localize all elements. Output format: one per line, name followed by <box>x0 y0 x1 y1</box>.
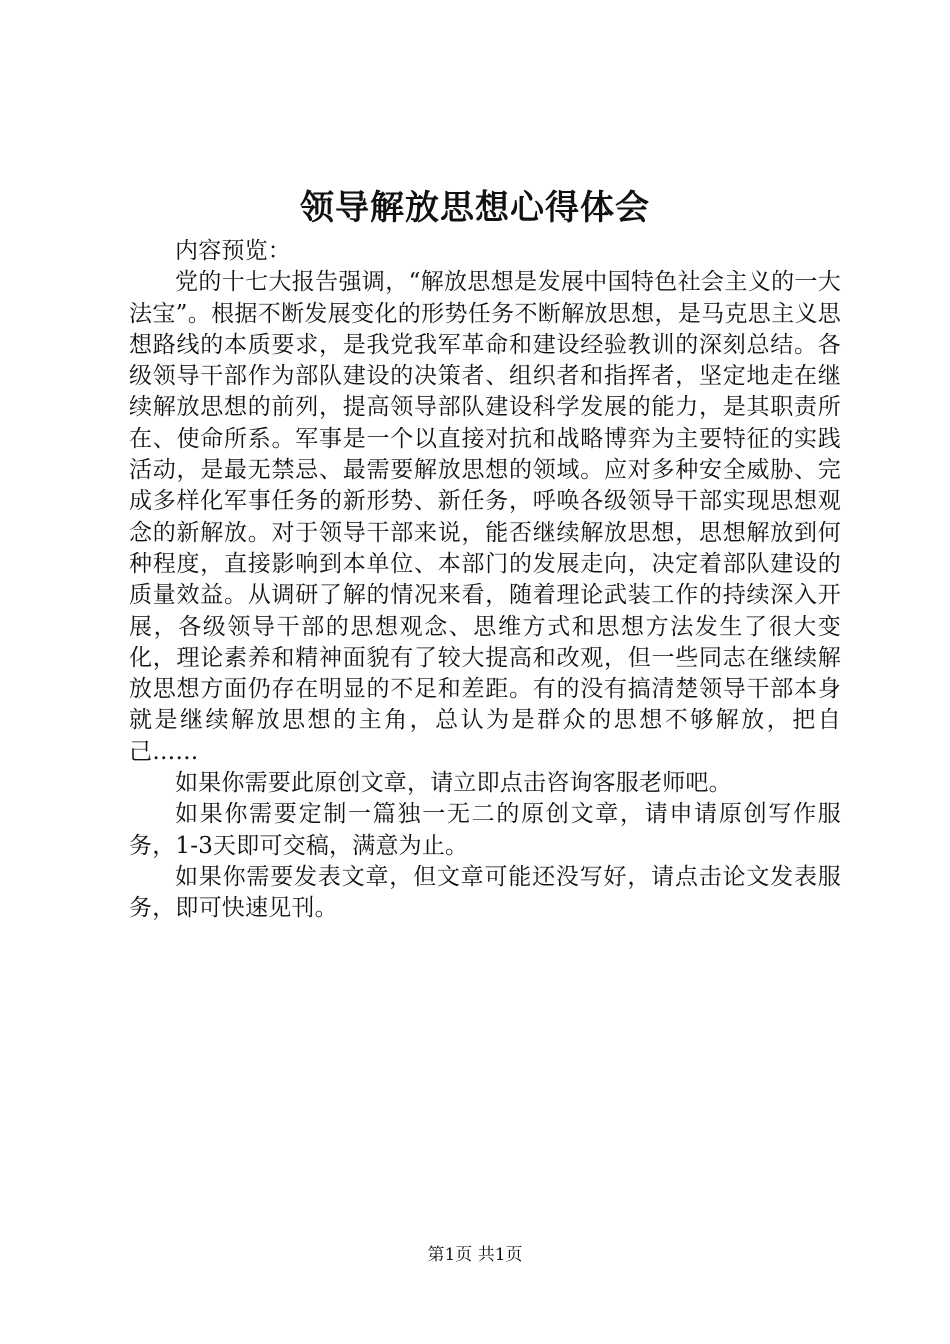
paragraph-custom-writing[interactable]: 如果你需要定制一篇独一无二的原创文章，请申请原创写作服务，1-3天即可交稿，满意为止。 <box>129 801 841 859</box>
page-number-footer: 第1页 共1页 <box>427 1245 523 1265</box>
document-title: 领导解放思想心得体会 <box>300 188 650 228</box>
document-body <box>129 236 841 925</box>
paragraph-preview: 党的十七大报告强调，“解放思想是发展中国特色社会主义的一大法宝”。根据不断发展变化的形势任务不断解放思想，是马克思主义思想路线的本质要求，是我党我军革命和建设经验教训的深刻总结。各级领导干部作为部队建设的决策者、组织者和指挥者，坚定地走在继续解放思想的前列，提高领导部队建设科学发展的能力，是其职责所在、使命所系。军事是一个以直接对抗和战略博弈为主要特征的实践活动，是最无禁忌、最需要解放思想的领域。应对多种安全威胁、完成多样化军事任务的新形势、新任务，呼唤各级领导干部实现思想观念的新解放。对于领导干部来说，能否继续解放思想，思想解放到何种程度，直接影响到本单位、本部门的发展走向，决定着部队建设的质量效益。从调研了解的情况来看，随着理论武装工作的持续深入开展，各级领导干部的思想观念、思维方式和思想方法发生了很大变化，理论素养和精神面貌有了较大提高和改观，但一些同志在继续解放思想方面仍存在明显的不足和差距。有的没有搞清楚领导干部本身就是继续解放思想的主角，总认为是群众的思想不够解放，把自己…… <box>129 269 841 765</box>
paragraph-publishing[interactable]: 如果你需要发表文章，但文章可能还没写好，请点击论文发表服务，即可快速见刊。 <box>129 863 841 922</box>
preview-label: 内容预览： <box>175 238 291 264</box>
paragraph-consult-link[interactable]: 如果你需要此原创文章，请立即点击咨询客服老师吧。 <box>175 770 732 797</box>
